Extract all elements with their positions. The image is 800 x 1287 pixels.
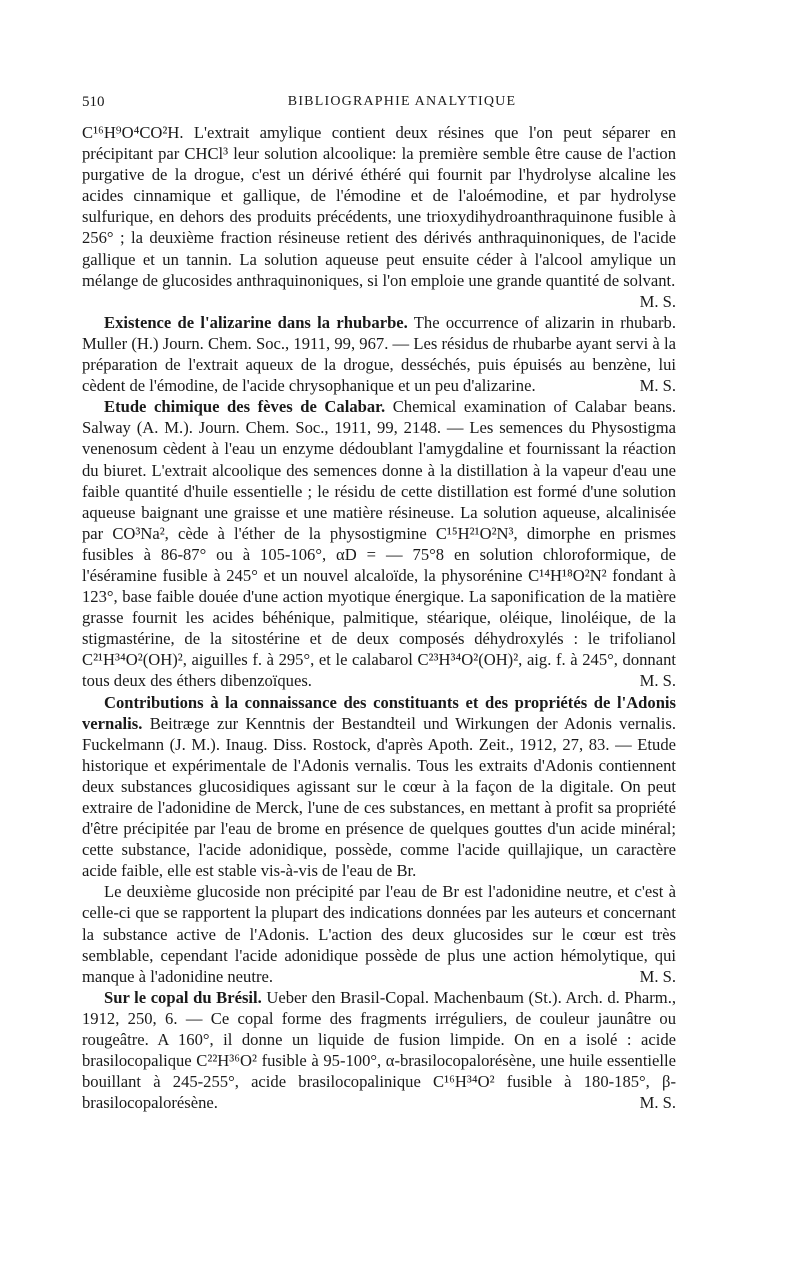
entry-signature: M. S. xyxy=(639,966,676,986)
entry-text: C¹⁶H⁹O⁴CO²H. L'extrait amylique contient deux résines que l'on peut séparer en précipitant par CHCl³ leur solution alcoolique: la première semble être cause de l'action purgative de la drogue, c'est un dérivé éthéré qui fournit par l'hydrolyse alcaline les acides cinnamique et gallique, de l'émodine et de l'aloémodine, et par hydrolyse sulfurique, en dehors des produits précédents, une trioxydihydroanthraquinone fusible à 256° ; la deuxième fraction résineuse retient des dérivés anthraquinoniques, de l'acide gallique et un tannin. La solution aqueuse peut ensuite céder à l'alcool amylique un mélange de glucosides anthraquinoniques, si l'on emploie une grande quantité de solvant. xyxy=(82,123,676,290)
entry-title: Etude chimique des fèves de Calabar. xyxy=(104,397,386,417)
running-title: BIBLIOGRAPHIE ANALYTIQUE xyxy=(287,94,517,109)
entry-signature: M. S. xyxy=(639,1093,676,1113)
entry-adonis-continued xyxy=(82,881,676,986)
page-number: 510 xyxy=(82,94,105,110)
running-header xyxy=(82,94,722,116)
page-body xyxy=(82,122,676,1113)
entry-calabar xyxy=(82,396,676,691)
entry-signature: M. S. xyxy=(639,671,676,691)
entry-continued xyxy=(82,122,676,291)
entry-title: Sur le copal du Brésil. xyxy=(104,987,262,1007)
entry-text: Chemical examination of Calabar beans. Salway (A. M.). Journ. Chem. Soc., 1911, 99, 2148. — Les semences du Physostigma venenosum cèdent à l'eau un enzyme dédoublant l'amygdaline et fournissant la réaction du biuret. L'extrait alcoolique des semences donne à la distillation à la vapeur d'eau une faible quantité d'huile essentielle ; le résidu de cette distillation est formé d'une solution aqueuse baignant une graisse et une matière résineuse. La solution aqueuse, alcalinisée par CO³Na², cède à l'éther de la physostigmine C¹⁵H²¹O²N³, dimorphe en prismes fusibles à 86-87° ou à 105-106°, αD = — 75°8 en solution chloroformique, de l'éséramine fusible à 245° et un nouvel alcaloïde, la physorénine C¹⁴H¹⁸O²N² fondant à 123°, base faible douée d'une action myotique énergique. La saponification de la matière grasse fournit les acides béhénique, palmitique, stéarique, oléique, linoléique, de la stigmastérine, de la sitostérine et de deux composés déhydroxylés : le trifolianol C²¹H³⁴O²(OH)², aiguilles f. à 295°, et le calabarol C²³H³⁴O²(OH)², aig. f. à 245°, donnant tous deux des éthers dibenzoïques. xyxy=(82,397,676,691)
entry-text: Le deuxième glucoside non précipité par l'eau de Br est l'adonidine neutre, et c'est à celle-ci que se rapportent la plupart des indications données par les auteurs et concernant la substance active de l'Adonis. L'action des deux glucosides sur le cœur est très semblable, cependant l'acide adonidique possède de plus une action hémolytique, qui manque à l'adonidine neutre. xyxy=(82,882,676,986)
entry-signature: M. S. xyxy=(639,376,676,396)
entry-text: Ueber den Brasil-Copal. Machenbaum (St.). Arch. d. Pharm., 1912, 250, 6. — Ce copal forme des fragments irréguliers, de couleur jaunâtre ou rougeâtre. A 160°, il donne un liquide de fusion limpide. On en a isolé : acide brasilocopalique C²²H³⁶O² fusible à 95-100°, α-brasilocopalorésène, une huile essentielle bouillant à 245-255°, acide brasilocopalinique C¹⁶H³⁴O² fusible à 180-185°, β-brasilocopalorésène. xyxy=(82,987,676,1113)
entry-title: Contributions à la connaissance des constituants et des propriétés de l'Adonis vernalis. xyxy=(82,692,676,733)
entry-copal xyxy=(82,987,676,1114)
entry-adonis xyxy=(82,692,676,882)
entry-title: Existence de l'alizarine dans la rhubarbe. xyxy=(104,312,408,332)
entry-signature: M. S. xyxy=(639,291,676,311)
entry-text: The occurrence of alizarin in rhubarb. Muller (H.) Journ. Chem. Soc., 1911, 99, 967. — Les résidus de rhubarbe ayant servi à la préparation de l'extrait aqueux de la drogue, desséchés, puis épuisés au benzène, lui cèdent de l'émodine, de l'acide chrysophanique et un peu d'alizarine. xyxy=(82,312,676,396)
entry-text: Beitræge zur Kenntnis der Bestandteil und Wirkungen der Adonis vernalis. Fuckelmann (J. M.). Inaug. Diss. Rostock, d'après Apoth. Zeit., 1912, 27, 83. — Etude historique et expérimentale de l'Adonis vernalis. Tous les extraits d'Adonis contiennent deux substances glucosidiques agissant sur le cœur à la façon de la digitale. On peut extraire de l'adonidine de Merck, l'une de ces substances, en mettant à profit sa propriété d'être précipitée par l'eau de brome en présence de quelques gouttes d'un acide minéral; cette substance, l'acide adonidique, possède, comme l'acide quillajique, un caractère acide faible, elle est stable vis-à-vis de l'eau de Br. xyxy=(82,713,676,881)
entry-alizarine xyxy=(82,312,676,396)
